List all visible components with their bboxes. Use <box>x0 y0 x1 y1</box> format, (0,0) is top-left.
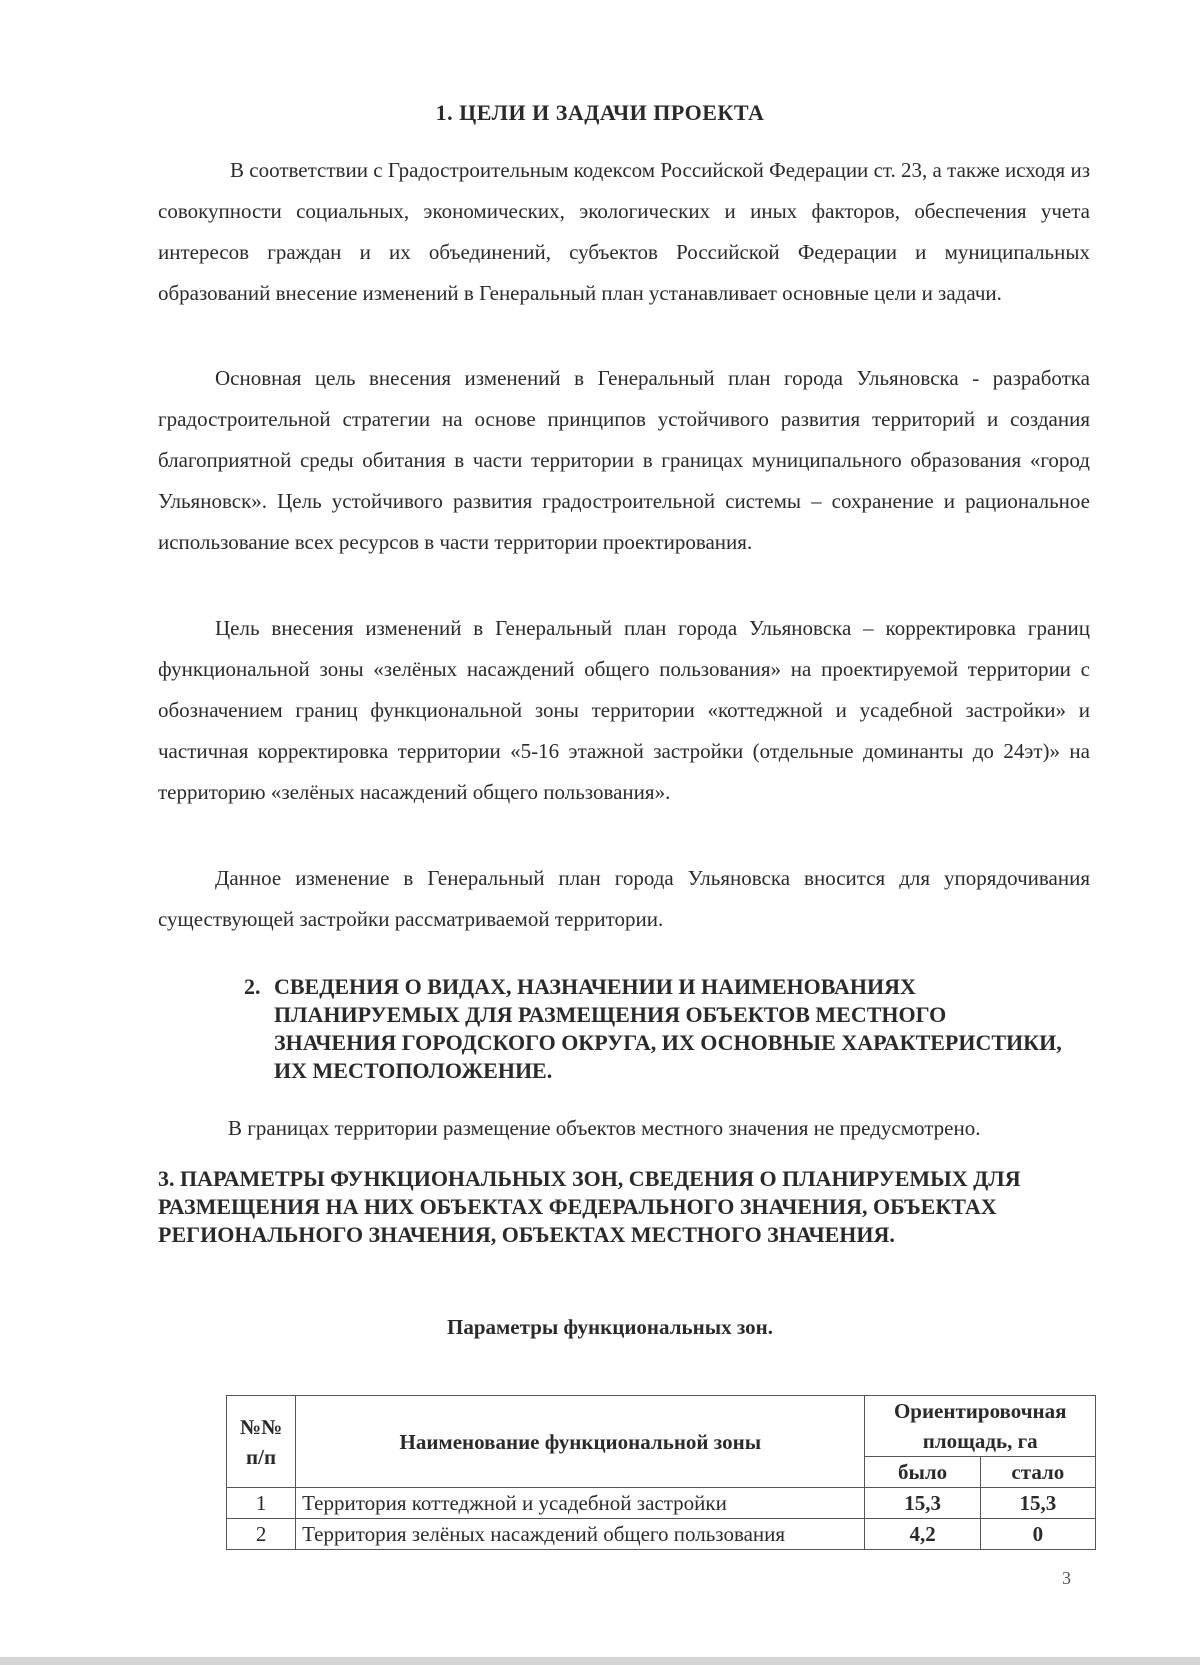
row-name: Территория зелёных насаждений общего пользования <box>296 1519 865 1550</box>
page-number: 3 <box>1062 1568 1071 1588</box>
table-row <box>227 1488 1096 1519</box>
row-before: 4,2 <box>865 1519 980 1550</box>
header-before: было <box>865 1457 980 1488</box>
row-name: Территория коттеджной и усадебной застройки <box>296 1488 865 1519</box>
row-num: 2 <box>227 1519 296 1550</box>
zones-table <box>226 1395 1096 1550</box>
table-header-row <box>227 1396 1096 1457</box>
section3-title: 3. ПАРАМЕТРЫ ФУНКЦИОНАЛЬНЫХ ЗОН, СВЕДЕНИЯ О ПЛАНИРУЕМЫХ ДЛЯ РАЗМЕЩЕНИЯ НА НИХ ОБЪЕКТАХ ФЕДЕРАЛЬНОГО ЗНАЧЕНИЯ, ОБЪЕКТАХ РЕГИОНАЛЬНОГО ЗНАЧЕНИЯ, ОБЪЕКТАХ МЕСТНОГО ЗНАЧЕНИЯ. <box>158 1166 1021 1247</box>
section1-paragraph-2: Основная цель внесения изменений в Генеральный план города Ульяновска - разработка градостроительной стратегии на основе принципов устойчивого развития территорий и создания благоприятной среды обитания в части территории в границах муниципального образования «город Ульяновск». Цель устойчивого развития градостроительной системы – сохранение и рациональное использование всех ресурсов в части территории проектирования. <box>158 366 1090 554</box>
row-after: 0 <box>980 1519 1095 1550</box>
section2-heading <box>244 973 1064 1085</box>
section1-paragraph-1: В соответствии с Градостроительным кодексом Российской Федерации ст. 23, а также исходя из совокупности социальных, экономических, экологических и иных факторов, обеспечения учета интересов граждан и их объединений, субъектов Российской Федерации и муниципальных образований внесение изменений в Генеральный план устанавливает основные цели и задачи. <box>158 158 1090 305</box>
header-name: Наименование функциональной зоны <box>296 1396 865 1488</box>
header-num: №№ п/п <box>227 1396 296 1488</box>
section1-paragraph-3: Цель внесения изменений в Генеральный план города Ульяновска – корректировка границ функциональной зоны «зелёных насаждений общего пользования» на проектируемой территории с обозначением границ функциональной зоны территории «коттеджной и усадебной застройки» и частичная корректировка территории «5-16 этажной застройки (отдельные доминанты до 24эт)» на территорию «зелёных насаждений общего пользования». <box>158 616 1090 804</box>
table-row <box>227 1519 1096 1550</box>
section2-number: 2. <box>244 974 261 999</box>
bottom-scan-edge <box>0 1657 1200 1665</box>
section1-paragraph-4: Данное изменение в Генеральный план города Ульяновска вносится для упорядочивания существующей застройки рассматриваемой территории. <box>158 866 1090 931</box>
row-before: 15,3 <box>865 1488 980 1519</box>
table-caption: Параметры функциональных зон. <box>446 1315 774 1339</box>
section1-title: 1. ЦЕЛИ И ЗАДАЧИ ПРОЕКТА <box>435 100 765 125</box>
header-after: стало <box>980 1457 1095 1488</box>
header-area: Ориентировочная площадь, га <box>865 1396 1096 1457</box>
row-num: 1 <box>227 1488 296 1519</box>
section2-paragraph: В границах территории размещение объектов местного значения не предусмотрено. <box>228 1116 981 1140</box>
section2-title: СВЕДЕНИЯ О ВИДАХ, НАЗНАЧЕНИИ И НАИМЕНОВАНИЯХ ПЛАНИРУЕМЫХ ДЛЯ РАЗМЕЩЕНИЯ ОБЪЕКТОВ МЕСТНОГО ЗНАЧЕНИЯ ГОРОДСКОГО ОКРУГА, ИХ ОСНОВНЫЕ ХАРАКТЕРИСТИКИ, ИХ МЕСТОПОЛОЖЕНИЕ. <box>274 974 1062 1083</box>
row-after: 15,3 <box>980 1488 1095 1519</box>
